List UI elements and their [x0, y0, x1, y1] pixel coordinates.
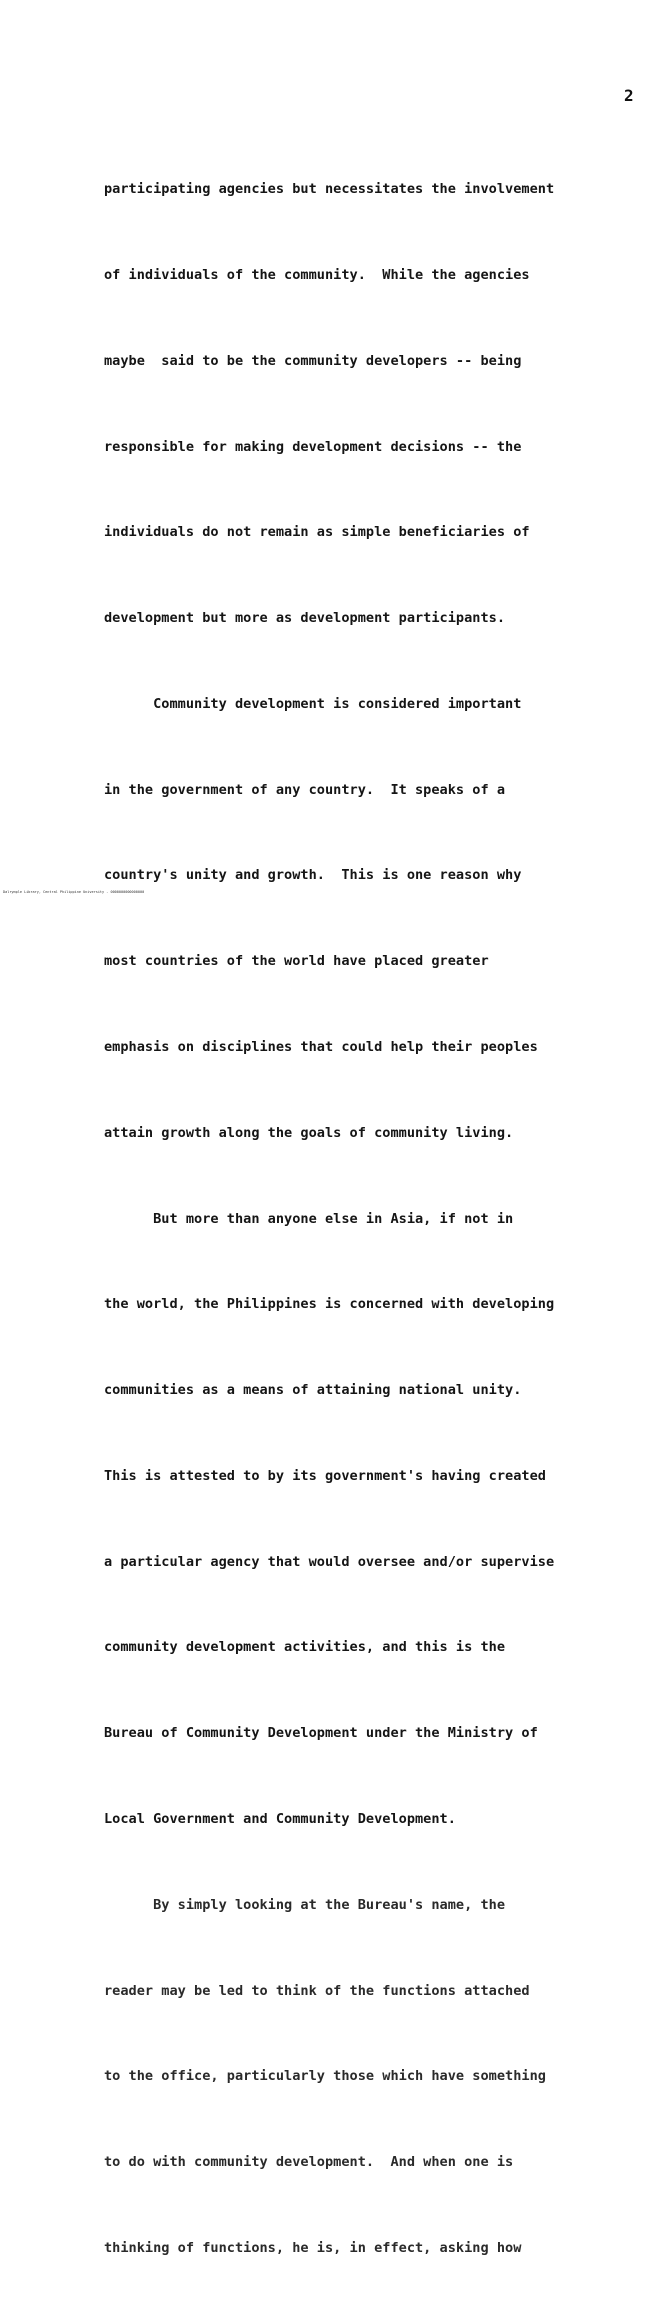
text-line: to do with community development. And when one is — [104, 2154, 514, 2171]
text-line: By simply looking at the Bureau's name, the — [104, 1896, 506, 1913]
text-line: country's unity and growth. This is one reason why — [104, 867, 522, 884]
body-text — [104, 118, 604, 2320]
text-line: participating agencies but necessitates the involvement — [104, 181, 555, 198]
text-line: in the government of any country. It speaks of a — [104, 781, 506, 798]
text-line: most countries of the world have placed greater — [104, 953, 489, 970]
text-line: a particular agency that would oversee and/or supervise — [104, 1553, 555, 1570]
text-line: community development activities, and this is the — [104, 1639, 506, 1656]
footer-stamp: Dalrymple Library, Central Philippine University - 0000000000000000 — [3, 890, 145, 894]
text-line: maybe said to be the community developers -- being — [104, 352, 522, 369]
text-line: Bureau of Community Development under the Ministry of — [104, 1725, 538, 1742]
text-line: reader may be led to think of the functions attached — [104, 1982, 530, 1999]
text-line: individuals do not remain as simple beneficiaries of — [104, 524, 530, 541]
page-number: 2 — [624, 86, 634, 105]
text-line: emphasis on disciplines that could help their peoples — [104, 1039, 538, 1055]
text-line: responsible for making development decisions -- the — [104, 438, 522, 455]
text-line: thinking of functions, he is, in effect, asking how — [104, 2239, 522, 2256]
text-line: Local Government and Community Development. — [104, 1811, 456, 1828]
text-line: attain growth along the goals of community living. — [104, 1124, 514, 1141]
text-line: But more than anyone else in Asia, if not in — [104, 1210, 514, 1227]
text-line: development but more as development participants. — [104, 610, 506, 627]
text-line: the world, the Philippines is concerned with developing — [104, 1296, 555, 1313]
text-line: communities as a means of attaining national unity. — [104, 1382, 522, 1399]
text-line: Community development is considered important — [104, 695, 522, 712]
text-line: to the office, particularly those which have something — [104, 2068, 546, 2085]
text-line: of individuals of the community. While the agencies — [104, 266, 530, 283]
text-line: This is attested to by its government's having created — [104, 1467, 546, 1484]
